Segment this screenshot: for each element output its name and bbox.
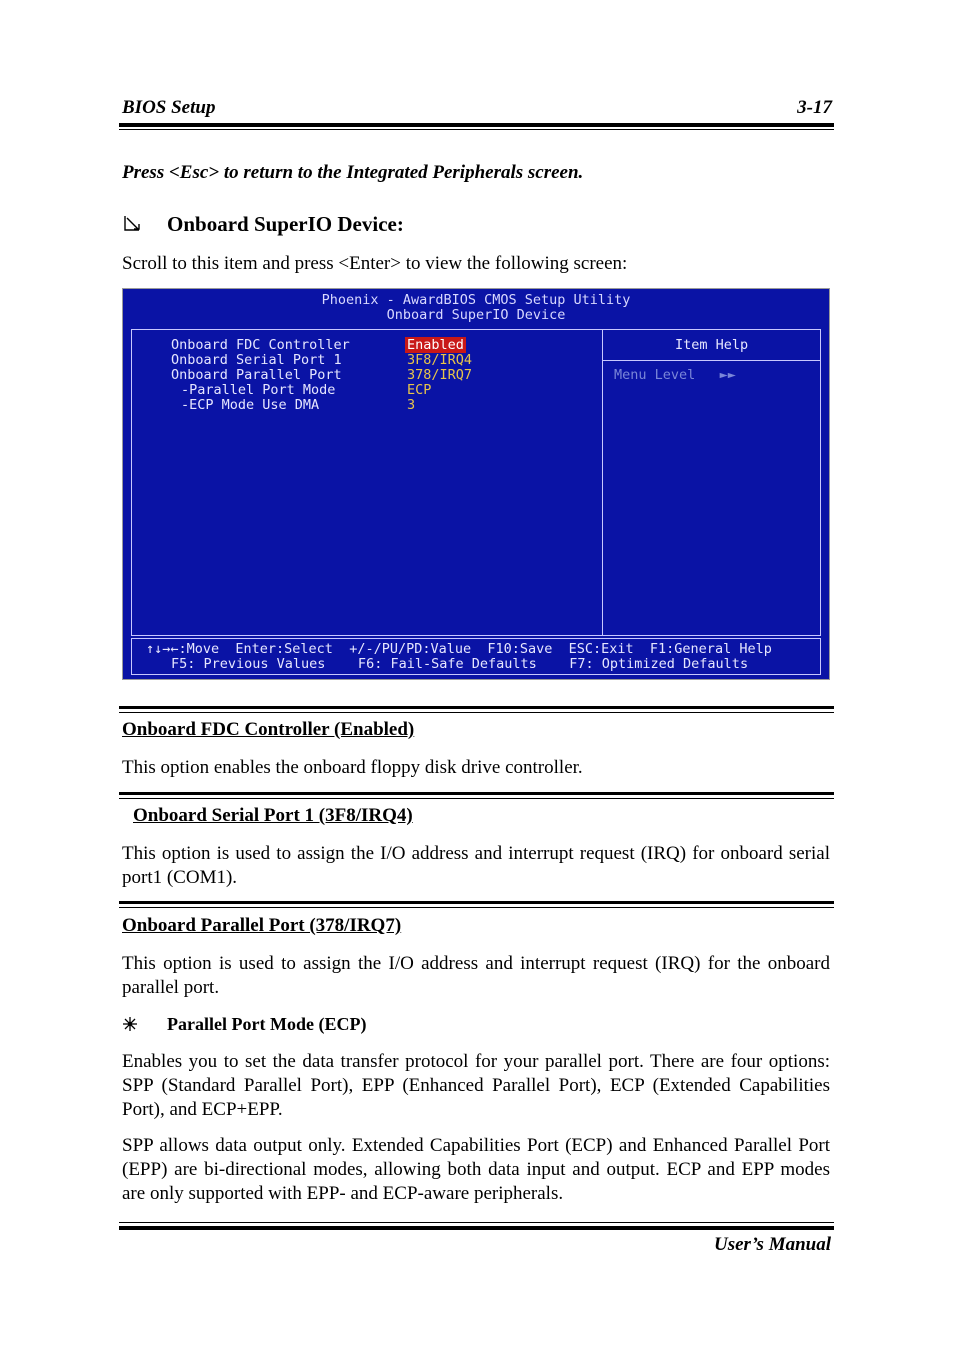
mode-title: Parallel Port Mode (ECP) bbox=[167, 1014, 367, 1034]
footer-title: User’s Manual bbox=[713, 1234, 831, 1255]
bios-item-value[interactable]: 378/IRQ7 bbox=[407, 367, 473, 383]
bios-divider bbox=[602, 329, 603, 636]
bios-item-value-selected[interactable]: Enabled bbox=[407, 337, 464, 353]
fdc-text: This option enables the onboard floppy disk drive controller. bbox=[122, 757, 583, 778]
bios-item-label[interactable]: Onboard FDC Controller bbox=[171, 337, 350, 353]
hand-pointer-icon bbox=[122, 212, 144, 234]
snowflake-bullet-icon bbox=[122, 1016, 138, 1032]
header-title: BIOS Setup bbox=[122, 97, 216, 118]
bios-menu-level: Menu Level ►► bbox=[614, 367, 736, 383]
section-rule bbox=[119, 901, 834, 904]
serial-heading: Onboard Serial Port 1 (3F8/IRQ4) bbox=[133, 805, 413, 826]
parallel-heading: Onboard Parallel Port (378/IRQ7) bbox=[122, 915, 402, 936]
bios-item-label[interactable]: Onboard Serial Port 1 bbox=[171, 352, 342, 368]
bios-item-value[interactable]: ECP bbox=[407, 382, 432, 398]
intro-text: Scroll to this item and press <Enter> to view the following screen: bbox=[122, 253, 628, 274]
section-rule-thin bbox=[119, 712, 834, 713]
bios-screenshot bbox=[122, 288, 830, 680]
bios-item-label[interactable]: -Parallel Port Mode bbox=[181, 382, 336, 398]
footer-rule bbox=[119, 1226, 834, 1230]
section-title: Onboard SuperIO Device: bbox=[167, 212, 404, 236]
bios-help-divider bbox=[603, 360, 820, 361]
footer-rule-thin bbox=[119, 1222, 834, 1223]
bios-subtitle: Onboard SuperIO Device bbox=[386, 307, 566, 323]
fdc-heading: Onboard FDC Controller (Enabled) bbox=[122, 719, 415, 740]
section-rule-thin bbox=[119, 907, 834, 908]
bios-item-label[interactable]: -ECP Mode Use DMA bbox=[181, 397, 320, 413]
mode-paragraph-1: Enables you to set the data transfer protocol for your parallel port. There are four options: SPP (Standard Parallel Port), EPP (Enhanced Parallel Port), ECP (Extended Capabilities Port), and ECP+EPP. bbox=[122, 1051, 830, 1120]
bios-title: Phoenix - AwardBIOS CMOS Setup Utility bbox=[321, 292, 631, 308]
bios-footer-functions: F5: Previous Values F6: Fail-Safe Defaults F7: Optimized Defaults bbox=[171, 656, 749, 672]
bios-footer-keys: ↑↓→←:Move Enter:Select +/-/PU/PD:Value F10:Save ESC:Exit F1:General Help bbox=[146, 641, 772, 657]
section-rule-thin bbox=[119, 798, 834, 799]
header-rule-thin bbox=[119, 129, 834, 130]
bios-item-value[interactable]: 3 bbox=[407, 397, 416, 413]
esc-note: Press <Esc> to return to the Integrated Peripherals screen. bbox=[122, 162, 584, 183]
parallel-text: This option is used to assign the I/O address and interrupt request (IRQ) for the onboard parallel port. bbox=[122, 953, 830, 998]
bios-help-title: Item Help bbox=[675, 337, 749, 353]
bios-item-label[interactable]: Onboard Parallel Port bbox=[171, 367, 342, 383]
section-rule bbox=[119, 792, 834, 795]
header-rule bbox=[119, 123, 834, 127]
serial-text: This option is used to assign the I/O address and interrupt request (IRQ) for onboard serial port1 (COM1). bbox=[122, 843, 830, 888]
section-rule bbox=[119, 706, 834, 709]
mode-paragraph-2: SPP allows data output only. Extended Capabilities Port (ECP) and Enhanced Parallel Port (EPP) are bi-directional modes, allowing both data input and output. ECP and EPP modes are only supported with EPP- and ECP-aware peripherals. bbox=[122, 1135, 830, 1204]
bios-item-value[interactable]: 3F8/IRQ4 bbox=[407, 352, 473, 368]
page-number: 3-17 bbox=[797, 97, 832, 118]
